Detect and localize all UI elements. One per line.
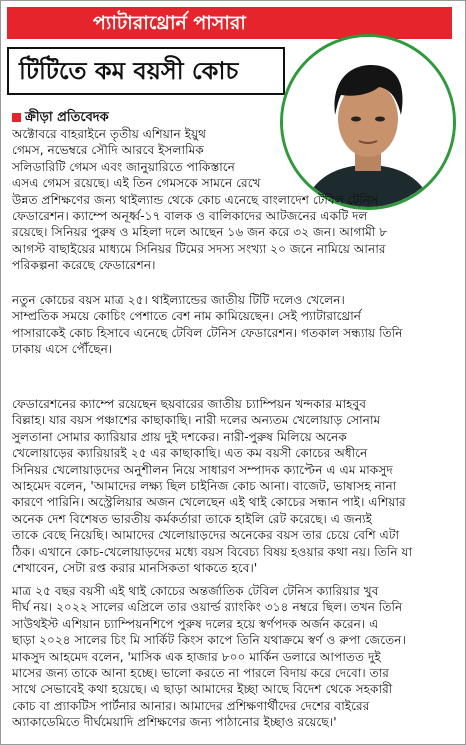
- headline-box: [7, 47, 285, 95]
- headline: টিটিতে কম বয়সী কোচ: [19, 57, 239, 85]
- byline-marker: [12, 113, 21, 122]
- paragraph-1: অক্টোবরে বাহরাইনে তৃতীয় এশিয়ান ইয়ুথ গেমস, নভেম্বরে সৌদি আরবে ইসলামিক সলিডারিটি গেমস এবং জানুয়ারিতে পাকিস্তানে এসএ গেমস রয়েছে। এই তিন গেমসকে সামনে রেখে উন্নত প্রশিক্ষণের জন্য থাইল্যান্ড থেকে কোচ এনেছে বাংলাদেশ টেবিল টেনিস ফেডারেশন। ক্যাম্পে অনূর্ধ্ব-১৭ বালক ও বালিকাদের আটজনের একটি দল রয়েছে। সিনিয়র পুরুষ ও মহিলা দলে আছেন ১৬ জন করে ৩২ জন। আগামী ৮ আগস্ট বাছাইয়ের মাধ্যমে সিনিয়র টিমের সদস্য সংখ্যা ২০ জনে নামিয়ে আনার পরিকল্পনা করেছে ফেডারেশন।: [12, 127, 388, 273]
- name-banner: [7, 7, 452, 39]
- banner-name: প্যাটারাথ্রোর্ন পাসারা: [93, 12, 246, 34]
- paragraph-2: নতুন কোচের বয়স মাত্র ২৫। থাইল্যান্ডের জাতীয় টিটি দলেও খেলেন। সাম্প্রতিক সময়ে কোচিং পেশাতে বেশ নাম কামিয়েছেন। সেই প্যাটারাথ্রোর্ন পাসারাকেই কোচ হিসাবে এনেছে টেবিল টেনিস ফেডারেশন। গতকাল সন্ধ্যায় তিনি ঢাকায় এসে পৌঁছেন।: [12, 293, 403, 357]
- paragraph-4: মাত্র ২৫ বছর বয়সী এই থাই কোচের অন্তর্জাতিক টেবিল টেনিস ক্যারিয়ার খুব দীর্ঘ নয়। ২০২২ সালের এপ্রিলে তার ওয়ার্ল্ড র‍্যাংকিং ৩১৪ নম্বরে ছিল। তখন তিনি সাউথইস্ট এশিয়ান চ্যাম্পিয়নশিপে পুরুষ দলের হয়ে স্বর্ণপদক অর্জন করেন। এ ছাড়া ২০২৪ সালের চিং মি সার্কিট কিংস কাপে তিনি যথাক্রমে স্বর্ণ ও রুপা জেতেন। মাকসুদ আহমেদ বলেন, 'মাসিক এক হাজার ৮০০ মার্কিন ডলারে আপাতত দুই মাসের জন্য তাকে আনা হচ্ছে। ভালো করতে না পারলে বিদায় করে দেবো। তার সাথে সেভাবেই কথা হয়েছে। এ ছাড়া আমাদের ইচ্ছা আছে বিদেশ থেকে সহকারী কোচ বা প্র্যাকটিস পার্টনার আনার। আমাদের প্রশিক্ষণার্থীদের দেশের বাইরের অ্যাকাডেমিতে দীর্ঘমেয়াদি প্রশিক্ষণের জন্য পাঠানোর ইচ্ছাও রয়েছে।': [12, 584, 406, 730]
- byline-text: ক্রীড়া প্রতিবেদক: [25, 110, 109, 125]
- paragraph-3: ফেডারেশনের ক্যাম্পে রয়েছেন ছয়বারের জাতীয় চ্যাম্পিয়ন খন্দকার মাহবুব বিল্লাহ। যার বয়স পঞ্চাশের কাছাকাছি। নারী দলের অন্যতম খেলোয়াড় সোনাম সুলতানা সোমার ক্যারিয়ার প্রায় দুই দশকের। নারী-পুরুষ মিলিয়ে অনেক খেলোয়াড়ের ক্যারিয়ারই ২৫ এর কাছাকাছি। এত কম বয়সী কোচের অধীনে সিনিয়র খেলোয়াড়দের অনুশীলন নিয়ে সাধারণ সম্পাদক ক্যাপ্টেন এ এম মাকসুদ আহমেদ বলেন, 'আমাদের লক্ষ্য ছিল চাইনিজ কোচ আনা। বাজেট, ভাষাসহ নানা কারণে পারিনি। অস্ট্রেলিয়ার অজন খেলেছেন এই থাই কোচের সন্ধান পাই। এশিয়ার অনেক দেশ বিশেষত ভারতীয় কর্মকর্তারা তাকে হাইলি রেট করেছে। এ জন্যই তাকে বেছে নিয়েছি। আমাদের খেলোয়াড়দের অনেকের বয়স তার চেয়ে বেশি এটা ঠিক। এখানে কোচ-খেলোয়াড়দের মধ্যে বয়স বিবেচ্য বিষয় হওয়ার কথা নয়। তিনি যা শেখাবেন, সেটা রপ্ত করার মানসিকতা থাকতে হবে।': [12, 397, 413, 576]
